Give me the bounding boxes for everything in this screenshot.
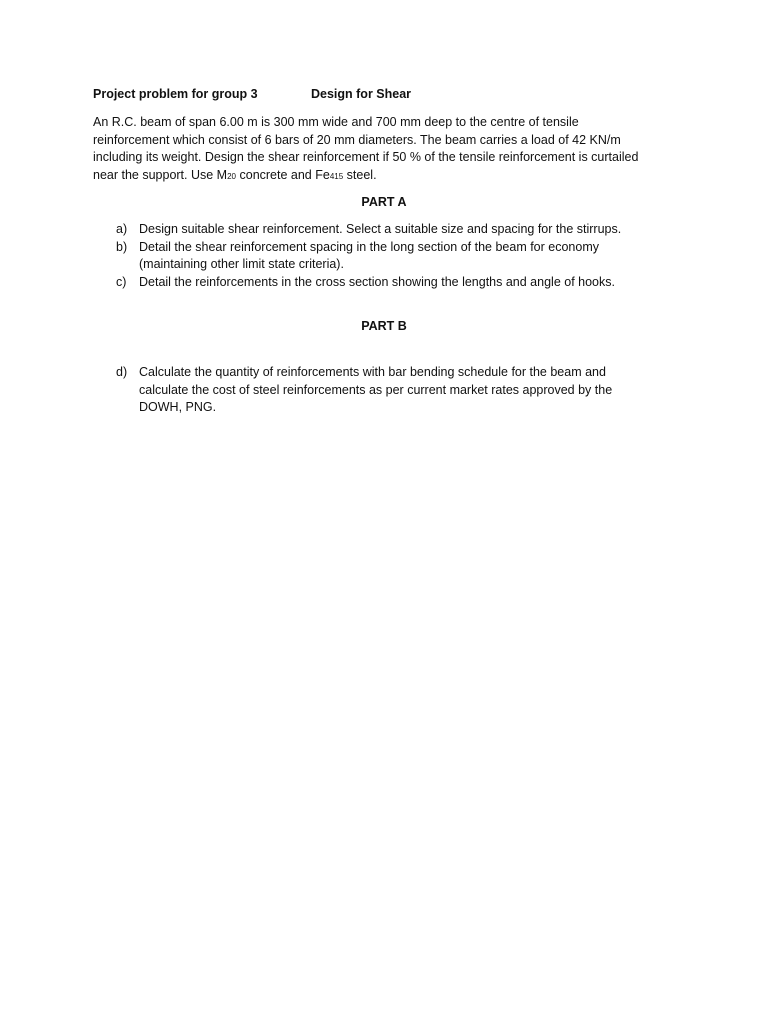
list-marker: b)	[116, 239, 128, 254]
heading-line	[93, 87, 412, 101]
part-b-list	[116, 364, 676, 417]
list-item	[116, 364, 676, 417]
list-item-line: DOWH, PNG.	[139, 400, 217, 414]
problem-line-4-start: near the support. Use M	[93, 167, 228, 182]
list-marker: c)	[116, 274, 127, 289]
project-title: Project problem for group 3	[93, 87, 258, 101]
list-item	[116, 221, 676, 239]
concrete-grade-subscript: 20	[227, 171, 237, 181]
part-a-heading: PART A	[361, 195, 407, 209]
part-a-list	[116, 221, 676, 291]
problem-statement	[93, 114, 678, 185]
design-subject: Design for Shear	[311, 87, 412, 101]
list-item	[116, 239, 676, 274]
steel-grade-subscript: 415	[329, 171, 344, 181]
list-item-line: Detail the reinforcements in the cross section showing the lengths and angle of hooks.	[139, 274, 615, 289]
list-item-line: Design suitable shear reinforcement. Select a suitable size and spacing for the stirrups.	[139, 222, 622, 236]
list-item-line: calculate the cost of steel reinforcements as per current market rates approved by the	[139, 382, 613, 397]
list-marker: d)	[116, 365, 128, 379]
problem-line-3: including its weight. Design the shear reinforcement if 50 % of the tensile reinforcement is curtailed	[93, 150, 639, 164]
problem-line-4-end: steel.	[343, 167, 377, 182]
problem-line-1: An R.C. beam of span 6.00 m is 300 mm wide and 700 mm deep to the centre of tensile	[93, 115, 579, 129]
list-item-line: (maintaining other limit state criteria).	[139, 257, 344, 271]
problem-line-4	[93, 167, 678, 186]
list-item	[116, 274, 676, 292]
list-item-line: Detail the shear reinforcement spacing in the long section of the beam for economy	[139, 239, 599, 254]
list-item-line: Calculate the quantity of reinforcements with bar bending schedule for the beam and	[139, 365, 606, 379]
problem-line-4-middle: concrete and Fe	[236, 167, 330, 182]
list-marker: a)	[116, 222, 128, 236]
problem-line-2: reinforcement which consist of 6 bars of 20 mm diameters. The beam carries a load of 42 KN/m	[93, 132, 621, 147]
part-b-heading: PART B	[361, 319, 407, 333]
